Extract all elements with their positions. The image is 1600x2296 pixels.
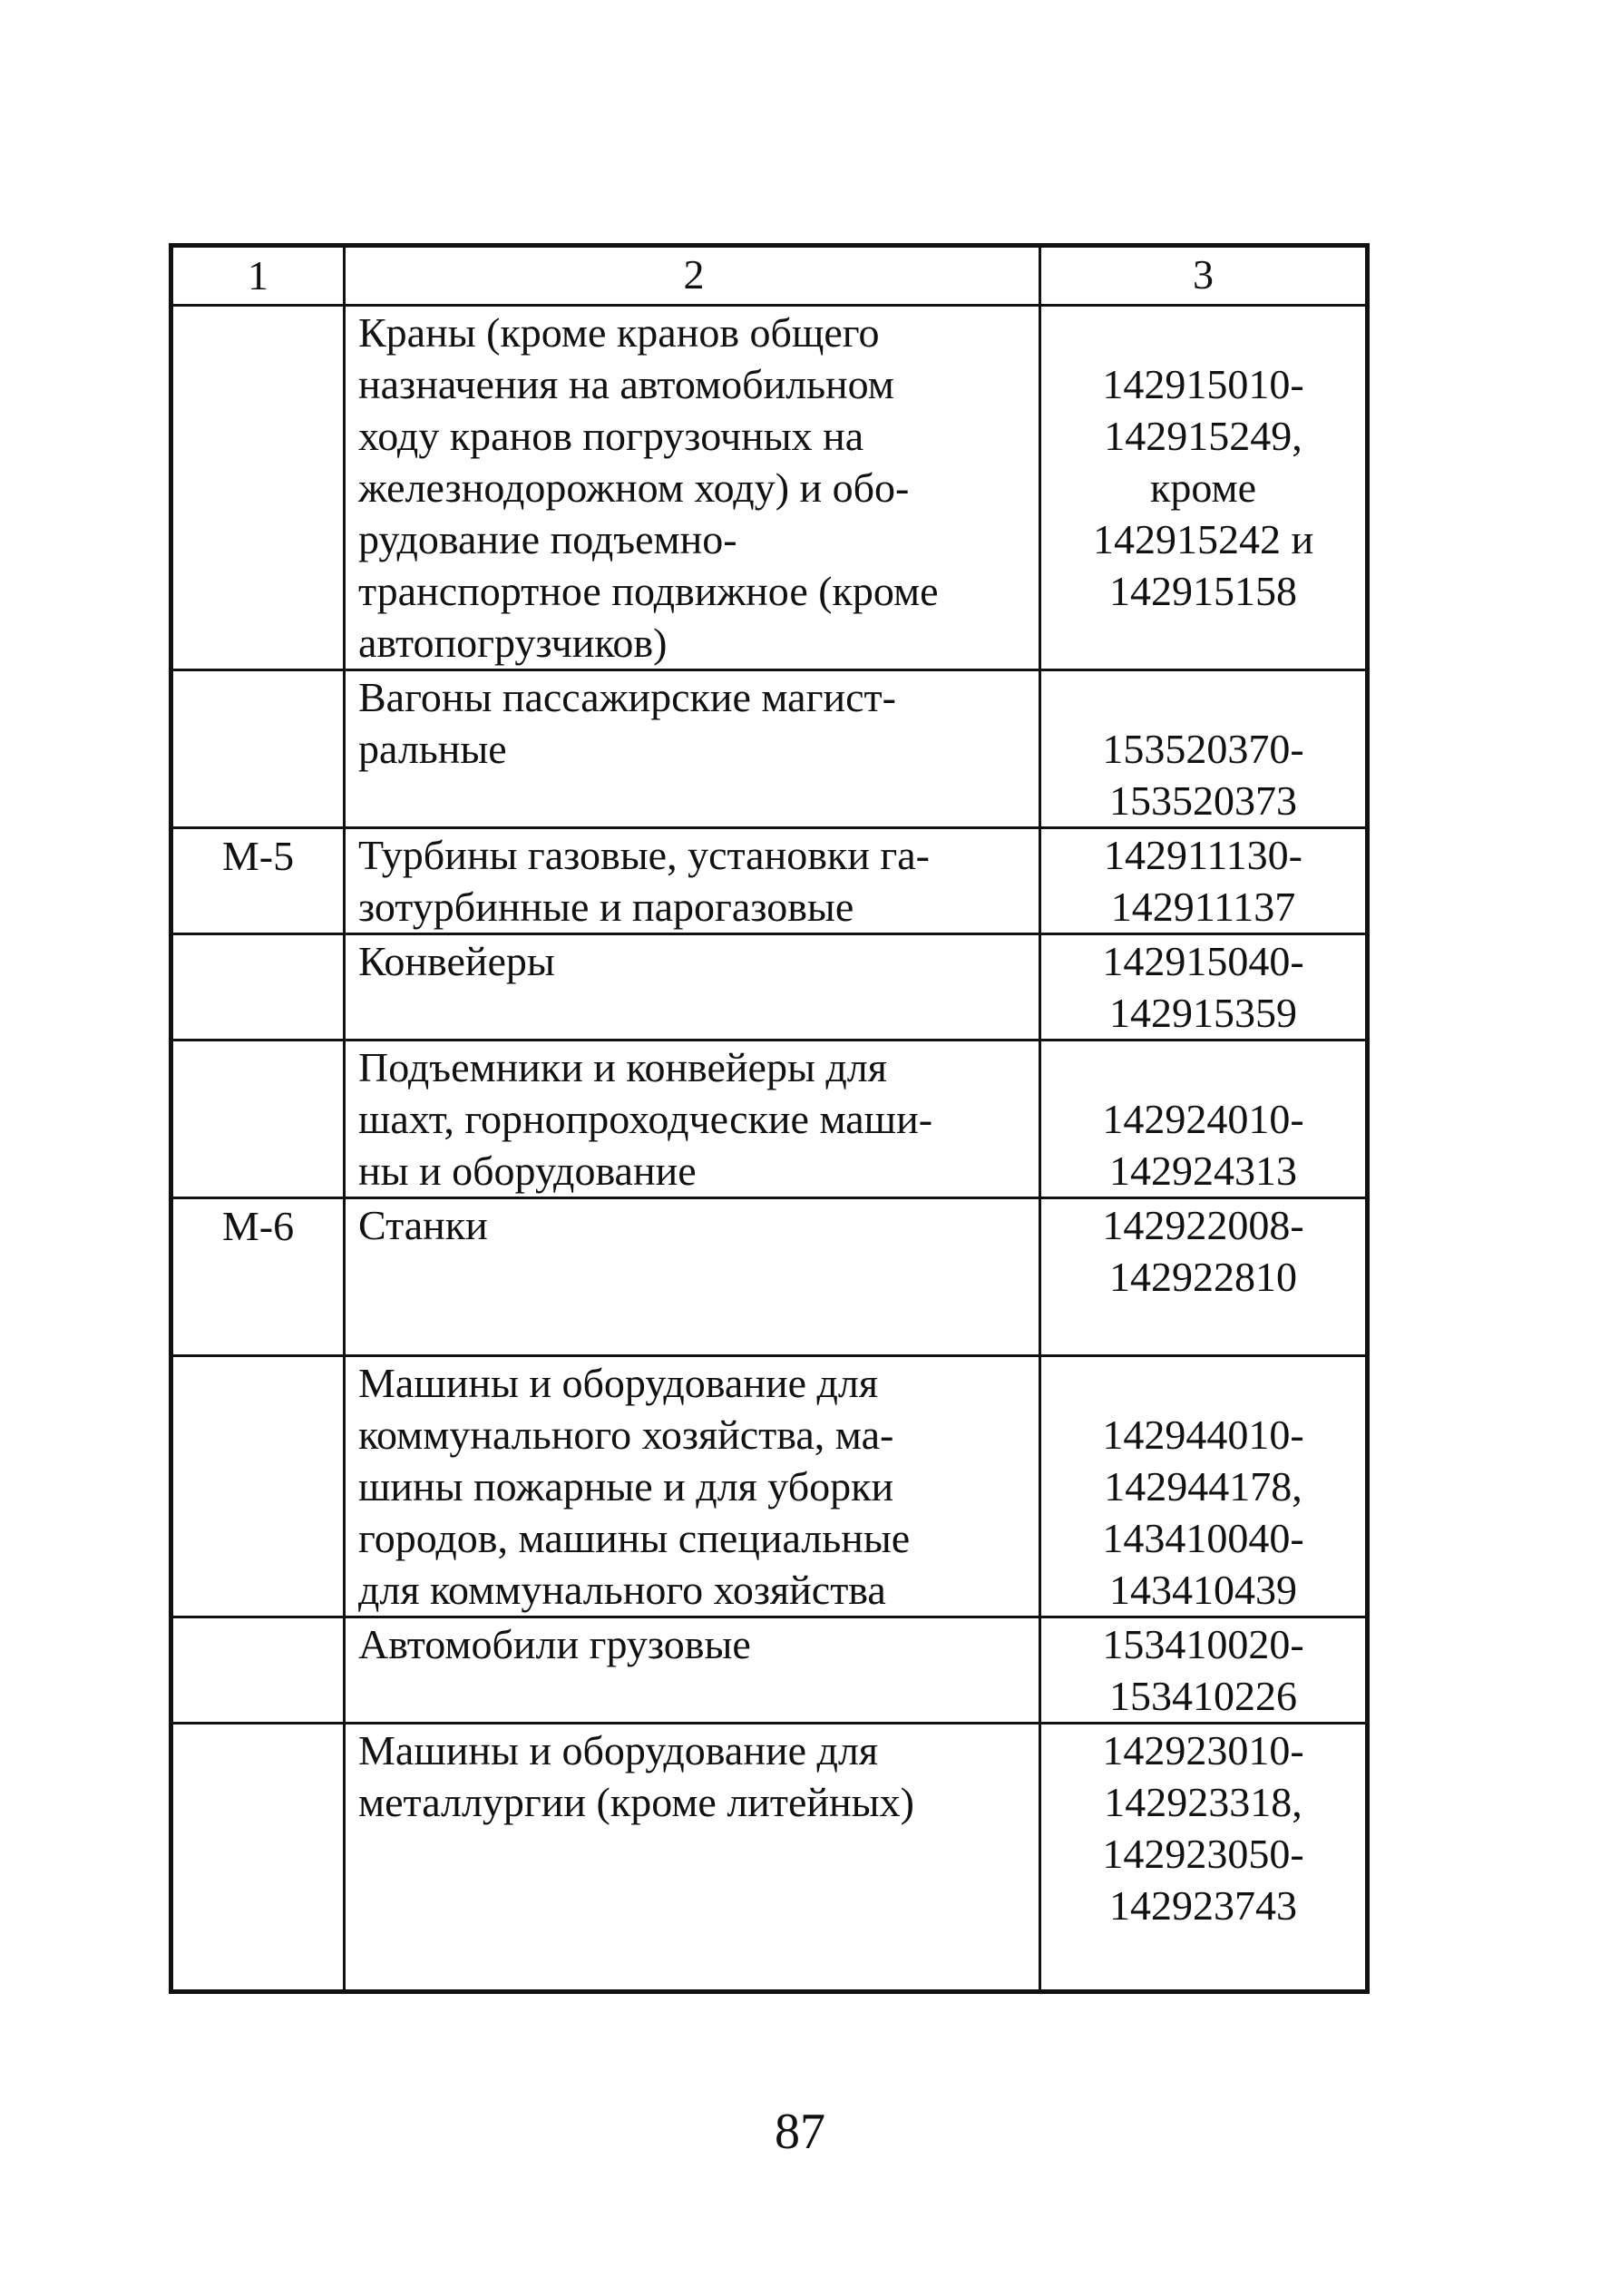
okof-code-cell — [1040, 828, 1368, 934]
header-col-2: 2 — [345, 246, 1040, 306]
code-line: 142944010- — [1102, 1412, 1304, 1458]
code-line: 153520370- — [1102, 726, 1304, 772]
table-row — [171, 670, 1368, 828]
text-line: коммунального хозяйства, ма- — [358, 1412, 894, 1458]
equipment-name-cell — [345, 828, 1040, 934]
equipment-name-cell — [345, 1041, 1040, 1198]
code-line: 143410439 — [1109, 1567, 1297, 1613]
okof-code-cell — [1040, 934, 1368, 1041]
code-line: 142923010- — [1102, 1727, 1304, 1773]
text-line: ны и оборудование — [358, 1148, 697, 1194]
text-line: металлургии (кроме литейных) — [358, 1779, 914, 1825]
text-line: Вагоны пассажирские магист- — [358, 674, 896, 720]
text-line: Конвейеры — [358, 938, 555, 984]
table-header-row — [171, 246, 1368, 306]
code-line: кроме — [1150, 464, 1256, 511]
text-line: Машины и оборудование для — [358, 1727, 879, 1773]
text-line — [358, 775, 1029, 826]
table-row — [171, 306, 1368, 670]
code-line: 153410020- — [1102, 1621, 1304, 1667]
code-line: 142915040- — [1102, 938, 1304, 984]
table-row — [171, 1041, 1368, 1198]
code-line: 142922008- — [1102, 1202, 1304, 1248]
code-line: 142923318, — [1104, 1779, 1302, 1825]
table-row — [171, 1617, 1368, 1724]
equipment-name-cell — [345, 1617, 1040, 1724]
equipment-name-cell — [345, 934, 1040, 1041]
code-line: 142915249, — [1104, 413, 1302, 459]
page-number: 87 — [775, 2104, 825, 2160]
table-row — [171, 1724, 1368, 1992]
okof-code-cell — [1040, 1724, 1368, 1992]
code-line: 142915242 и — [1092, 516, 1314, 562]
group-code-cell — [171, 306, 345, 670]
equipment-name-cell — [345, 306, 1040, 670]
text-line: рудование подъемно- — [358, 516, 737, 562]
okof-code-cell — [1040, 306, 1368, 670]
text-line: Турбины газовые, установки га- — [358, 832, 930, 878]
table-row — [171, 828, 1368, 934]
table-row — [171, 1356, 1368, 1617]
code-line: 142923743 — [1109, 1882, 1297, 1929]
code-line: 142915010- — [1102, 361, 1304, 407]
code-line: 142915359 — [1109, 990, 1297, 1036]
text-line: шахт, горнопроходческие маши- — [358, 1096, 933, 1142]
table-row — [171, 1198, 1368, 1356]
text-line: ходу кранов погрузочных на — [358, 413, 864, 459]
text-line: Станки — [358, 1202, 488, 1248]
code-line: 142924313 — [1109, 1148, 1297, 1194]
text-line — [358, 1303, 1029, 1354]
code-line: 142923050- — [1102, 1831, 1304, 1877]
code-line: 153520373 — [1109, 777, 1297, 824]
okof-code-cell — [1040, 1617, 1368, 1724]
text-line: ральные — [358, 726, 507, 772]
text-line: для коммунального хозяйства — [358, 1567, 886, 1613]
group-code-cell — [171, 934, 345, 1041]
header-col-3: 3 — [1040, 246, 1368, 306]
classification-table — [169, 243, 1370, 1994]
code-line: 142944178, — [1104, 1463, 1302, 1509]
group-code-cell — [171, 670, 345, 828]
code-line: 142911137 — [1110, 884, 1296, 930]
text-line: назначения на автомобильном — [358, 361, 894, 407]
text-line: Краны (кроме кранов общего — [358, 309, 880, 356]
text-line: городов, машины специальные — [358, 1515, 911, 1561]
code-line: 143410040- — [1102, 1515, 1304, 1561]
code-line: 142922810 — [1109, 1254, 1297, 1300]
equipment-name-cell — [345, 1356, 1040, 1617]
text-line: автопогрузчиков) — [358, 620, 668, 666]
text-line: шины пожарные и для уборки — [358, 1463, 894, 1509]
equipment-name-cell — [345, 1198, 1040, 1356]
okof-code-cell — [1040, 670, 1368, 828]
equipment-name-cell — [345, 670, 1040, 828]
group-code-cell: М-5 — [171, 828, 345, 934]
group-code-cell — [171, 1617, 345, 1724]
header-col-1: 1 — [171, 246, 345, 306]
text-line: транспортное подвижное (кроме — [358, 568, 939, 614]
equipment-name-cell — [345, 1724, 1040, 1992]
group-code-cell — [171, 1724, 345, 1992]
code-line: 153410226 — [1109, 1673, 1297, 1719]
okof-code-cell — [1040, 1356, 1368, 1617]
code-line: 142915158 — [1109, 568, 1297, 614]
code-line: 142924010- — [1102, 1096, 1304, 1142]
text-line: Подъемники и конвейеры для — [358, 1044, 887, 1090]
okof-code-cell — [1040, 1041, 1368, 1198]
text-line: железнодорожном ходу) и обо- — [358, 464, 910, 511]
group-code-cell — [171, 1356, 345, 1617]
group-code-cell: М-6 — [171, 1198, 345, 1356]
code-line: 142911130- — [1104, 832, 1302, 878]
text-line — [358, 1251, 1029, 1303]
group-code-cell — [171, 1041, 345, 1198]
okof-code-cell — [1040, 1198, 1368, 1356]
text-line: Машины и оборудование для — [358, 1360, 879, 1406]
text-line: Автомобили грузовые — [358, 1621, 751, 1667]
text-line: зотурбинные и парогазовые — [358, 884, 854, 930]
table-row — [171, 934, 1368, 1041]
